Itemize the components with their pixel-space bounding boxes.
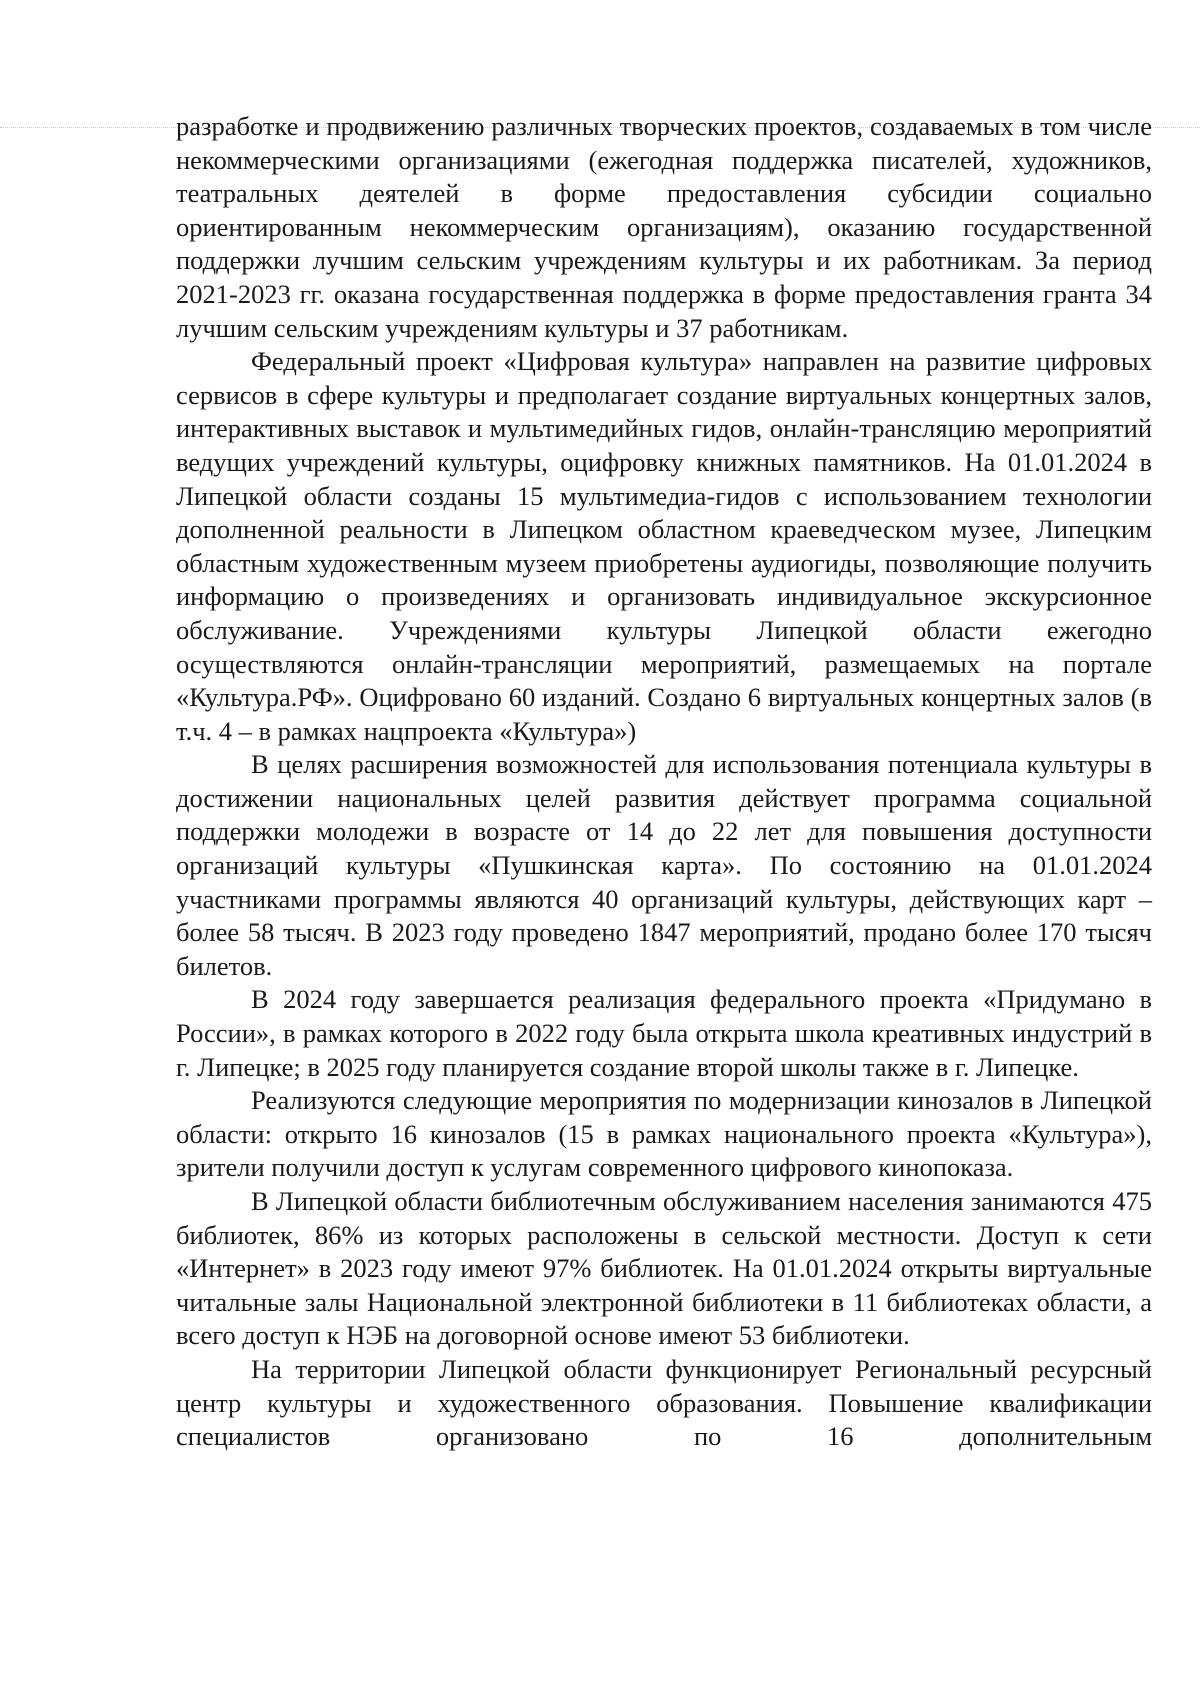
paragraph-continuation: разработке и продвижению различных творческих проектов, создаваемых в том числе некоммерческими организациями (ежегодная поддержка писателей, художников, театральных деятелей в форме предоставления субсидии социально ориентированным некоммерческим организациям), оказанию государственной поддержки лучшим сельским учреждениям культуры и их работникам. За период 2021-2023 гг. оказана государственная поддержка в форме предоставления гранта 34 лучшим сельским учреждениям культуры и 37 работникам. [176, 111, 1152, 343]
paragraph-digital-culture: Федеральный проект «Цифровая культура» направлен на развитие цифровых сервисов в сфере культуры и предполагает создание виртуальных концертных залов, интерактивных выставок и мультимедийных гидов, онлайн-трансляцию мероприятий ведущих учреждений культуры, оцифровку книжных памятников. На 01.01.2024 в Липецкой области созданы 15 мультимедиа-гидов с использованием технологии дополненной реальности в Липецком областном краеведческом музее, Липецким областным художественным музеем приобретены аудиогиды, позволяющие получить информацию о произведениях и организовать индивидуальное экскурсионное обслуживание. Учреждениями культуры Липецкой области ежегодно осуществляются онлайн-трансляции мероприятий, размещаемых на портале «Культура.РФ». Оцифровано 60 изданий. Создано 6 виртуальных концертных залов (в т.ч. 4 – в рамках нацпроекта «Культура») [176, 346, 1152, 746]
paragraph-pushkin-card: В целях расширения возможностей для использования потенциала культуры в достижении национальных целей развития действует программа социальной поддержки молодежи в возрасте от 14 до 22 лет для повышения доступности организаций культуры «Пушкинская карта». По состоянию на 01.01.2024 участниками программы являются 40 организаций культуры, действующих карт – более 58 тысяч. В 2023 году проведено 1847 мероприятий, продано более 170 тысяч билетов. [176, 749, 1152, 981]
paragraph-made-in-russia: В 2024 году завершается реализация федерального проекта «Придумано в России», в рамках которого в 2022 году была открыта школа креативных индустрий в г. Липецке; в 2025 году планируется создание второй школы также в г. Липецке. [176, 984, 1152, 1082]
paragraph-cinema-halls: Реализуются следующие мероприятия по модернизации кинозалов в Липецкой области: открыто 16 кинозалов (15 в рамках национального проекта «Культура»), зрители получили доступ к услугам современного цифрового кинопоказа. [176, 1085, 1152, 1183]
paragraph-libraries: В Липецкой области библиотечным обслуживанием населения занимаются 475 библиотек, 86% из которых расположены в сельской местности. Доступ к сети «Интернет» в 2023 году имеют 97% библиотек. На 01.01.2024 открыты виртуальные читальные залы Национальной электронной библиотеки в 11 библиотеках области, а всего доступ к НЭБ на договорной основе имеют 53 библиотеки. [176, 1186, 1152, 1351]
document-body [176, 110, 1152, 1454]
paragraph-resource-center: На территории Липецкой области функционирует Региональный ресурсный центр культуры и художественного образования. Повышение квалификации специалистов организовано по 16 дополнительным [176, 1353, 1152, 1452]
